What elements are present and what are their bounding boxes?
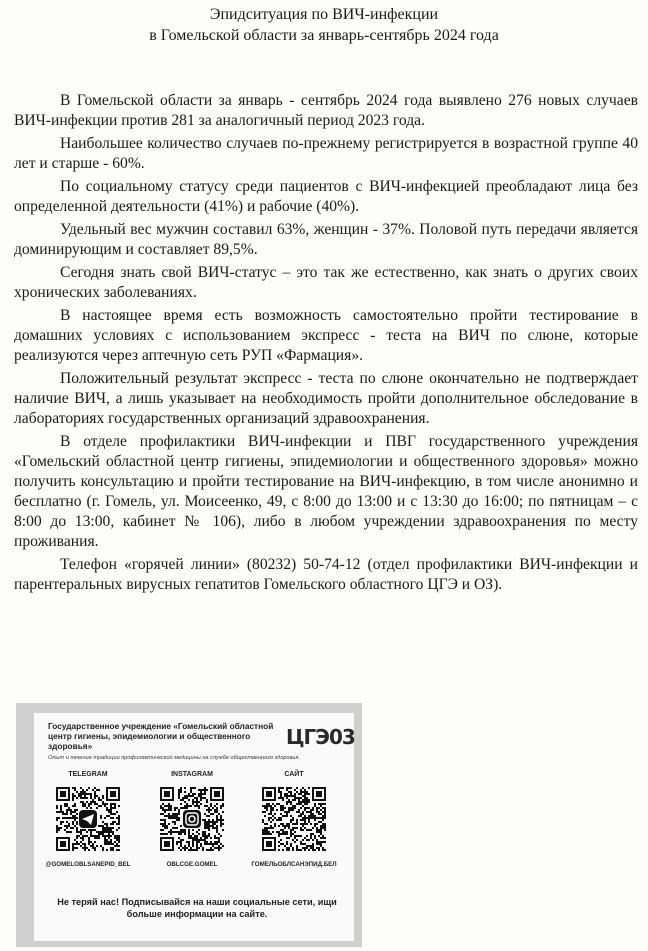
instagram-column: [144, 771, 240, 868]
paragraph-4: Удельный вес мужчин составил 63%, женщин - 37%. Половой путь передачи является доминирующим и составляет 89,5%.: [14, 221, 638, 258]
document-body: [14, 91, 638, 595]
telegram-column: [40, 771, 136, 868]
site-qr-icon[interactable]: [262, 787, 326, 851]
document-title: [0, 4, 648, 46]
site-column: [246, 771, 342, 868]
social-media-card: [16, 703, 362, 947]
site-handle: ГОМЕЛЬОБЛСАНЭПИД.БЕЛ: [251, 861, 337, 868]
paragraph-7: Положительный результат экспресс - теста по слюне окончательно не подтверждает наличие ВИЧ, а лишь указывает на необходимость пройти дополнительное обследование в лабораториях государственных организаций здравоохранения.: [14, 370, 638, 427]
card-tagline: Опыт и лечение традиции профилактической медицины на службе общественного здоровья.: [48, 755, 300, 761]
instagram-label: INSTAGRAM: [171, 771, 213, 778]
paragraph-3: По социальному статусу среди пациентов с ВИЧ-инфекцией преобладают лица без определенной деятельности (41%) и рабочие (40%).: [14, 178, 638, 215]
card-org-name: Государственное учреждение «Гомельский областной центр гигиены, эпидемиологии и общественного здоровья»: [48, 721, 274, 751]
telegram-handle: @GOMELOBLSANEPID_BEL: [45, 861, 131, 868]
instagram-handle: OBLCGE.GOMEL: [166, 861, 218, 868]
title-line-2: в Гомельской области за январь-сентябрь 2024 года: [149, 27, 499, 44]
paragraph-2: Наибольшее количество случаев по-прежнему регистрируется в возрастной группе 40 лет и старше - 60%.: [14, 135, 638, 172]
title-line-1: Эпидситуация по ВИЧ-инфекции: [209, 6, 439, 23]
paragraph-9: Телефон «горячей линии» (80232) 50-74-12 (отдел профилактики ВИЧ-инфекции и парентеральных вирусных гепатитов Гомельского областного ЦГЭ и ОЗ).: [14, 556, 638, 593]
card-inner: [34, 713, 354, 941]
instagram-qr-icon[interactable]: [160, 787, 224, 851]
telegram-qr-icon[interactable]: [56, 787, 120, 851]
cge-logo: ЦГЭ03: [286, 725, 355, 749]
site-label: САЙТ: [284, 771, 304, 778]
paragraph-6: В настоящее время есть возможность самостоятельно пройти тестирование в домашних условиях с использованием экспресс - теста на ВИЧ по слюне, которые реализуются через аптечную сеть РУП «Фармация».: [14, 307, 638, 364]
paragraph-8: В отделе профилактики ВИЧ-инфекции и ПВГ государственного учреждения «Гомельский областной центр гигиены, эпидемиологии и общественного здоровья» можно получить консультацию и пройти тестирование на ВИЧ-инфекцию, в том числе анонимно и бесплатно (г. Гомель, ул. Моисеенко, 49, с 8:00 до 13:00 и с 13:30 до 16:00; по пятницам – с 8:00 до 13:00, кабинет № 106), либо в любом учреждении здравоохранения по месту проживания.: [14, 433, 638, 550]
telegram-label: TELEGRAM: [68, 771, 108, 778]
card-footer: Не теряй нас! Подписывайся на наши социальные сети, ищи больше информации на сайте.: [57, 897, 337, 919]
paragraph-5: Сегодня знать свой ВИЧ-статус – это так же естественно, как знать о других своих хронических заболеваниях.: [14, 264, 638, 301]
paragraph-1: В Гомельской области за январь - сентябрь 2024 года выявлено 276 новых случаев ВИЧ-инфекции против 281 за аналогичный период 2023 года.: [14, 92, 638, 129]
